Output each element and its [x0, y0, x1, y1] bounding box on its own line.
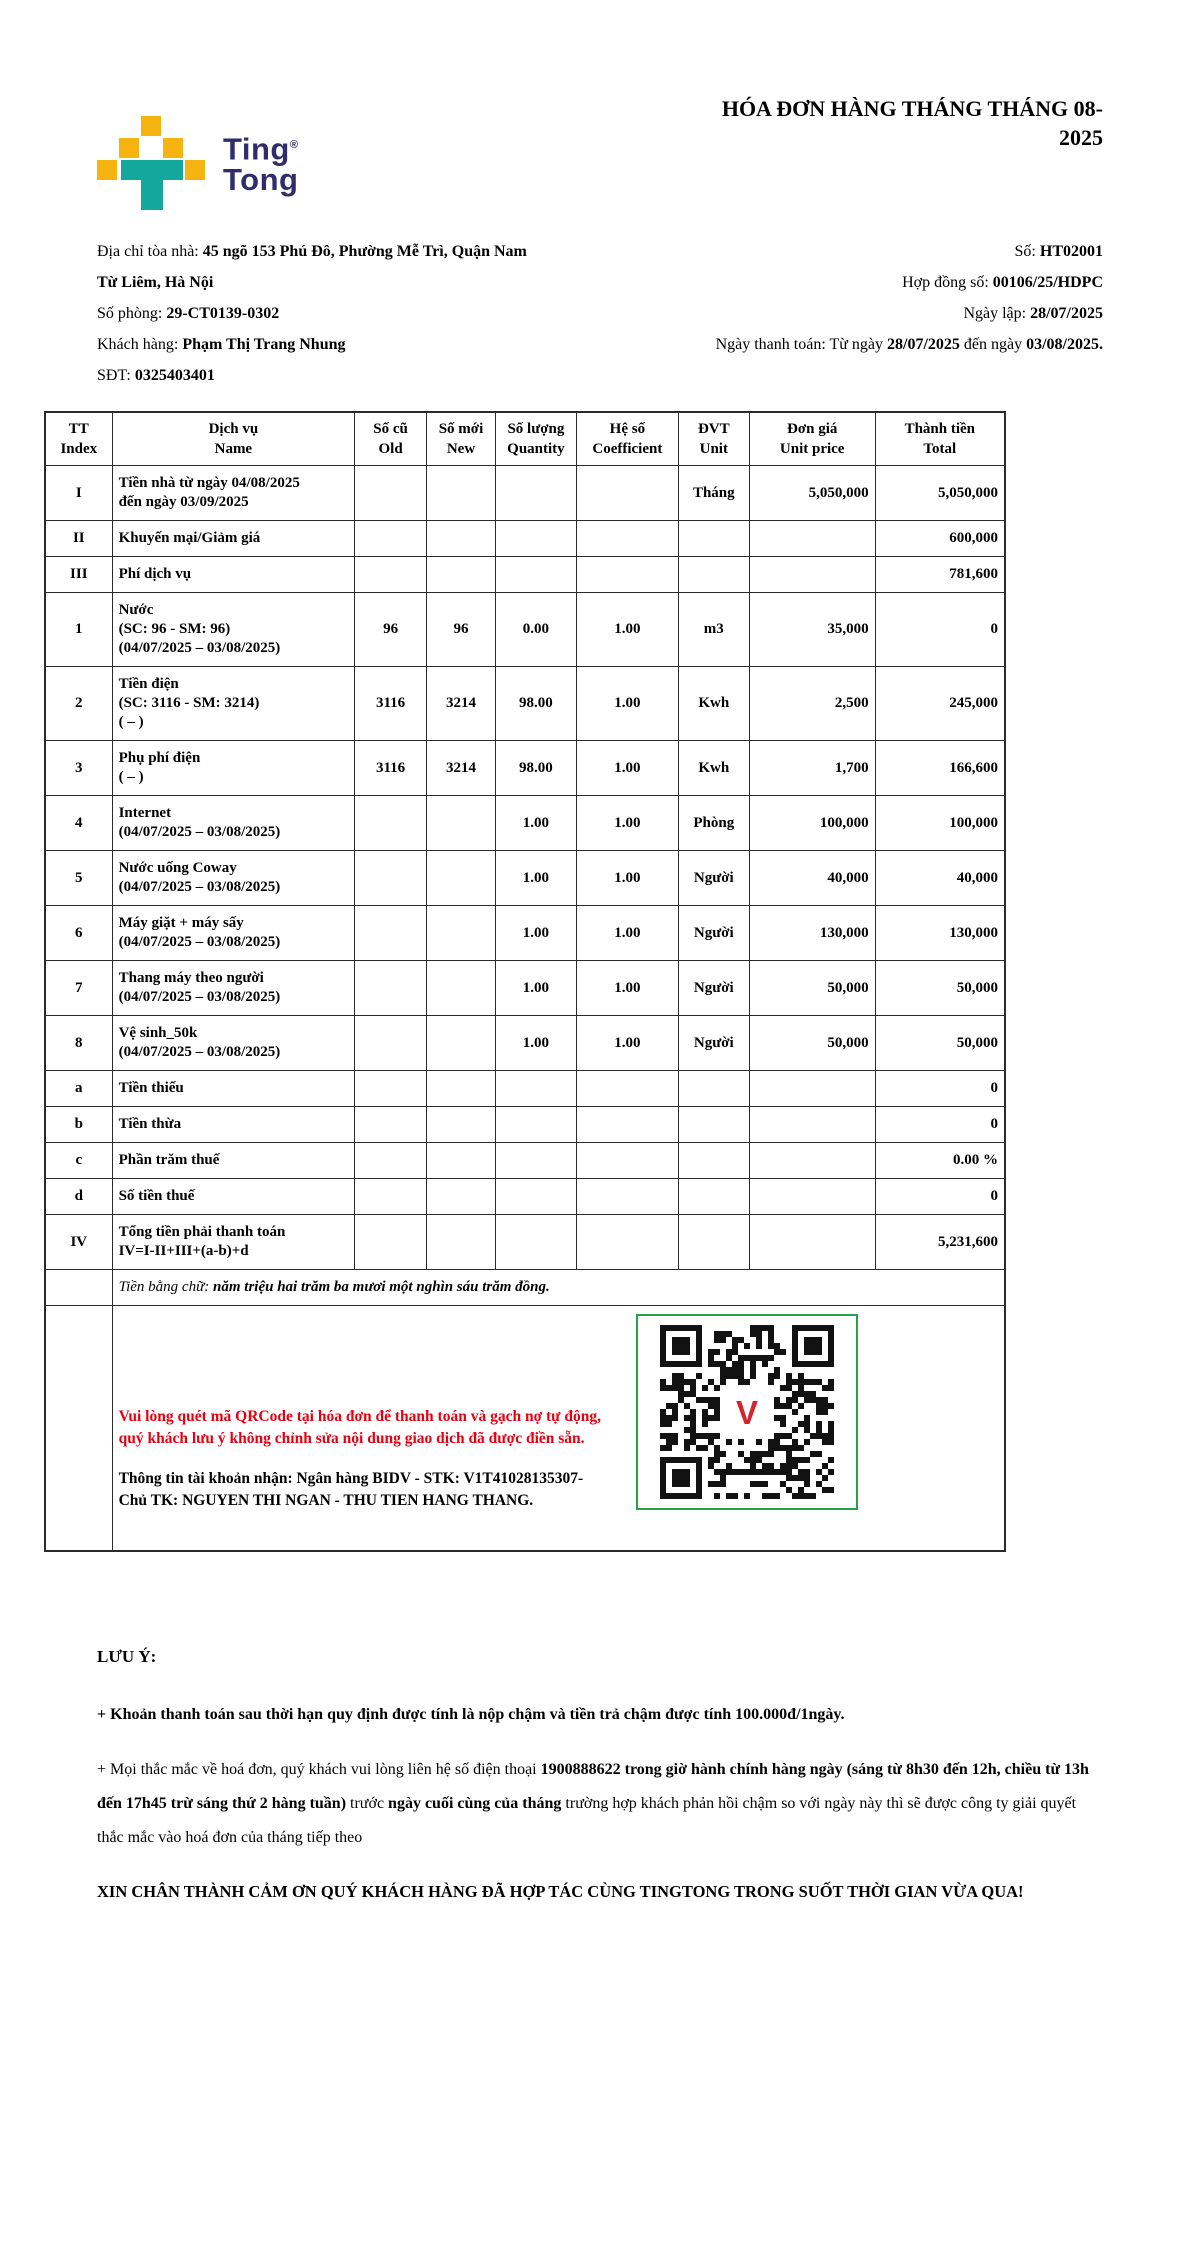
new-reading-cell [427, 1071, 496, 1107]
quantity-cell [495, 1071, 576, 1107]
quantity-cell: 1.00 [495, 1016, 576, 1071]
quantity-cell: 1.00 [495, 906, 576, 961]
quantity-cell [495, 466, 576, 521]
total-cell: 600,000 [875, 521, 1005, 557]
building-address-line2: Từ Liêm, Hà Nội [97, 274, 214, 291]
unit-cell [678, 1179, 749, 1215]
unit-price-cell: 5,050,000 [749, 466, 875, 521]
col-header-new: Số mới New [427, 412, 496, 466]
vietqr-logo-icon: V [724, 1389, 770, 1435]
payment-instructions [119, 1406, 611, 1512]
old-reading-cell [355, 906, 427, 961]
service-name-cell: Phụ phí điện ( – ) [112, 741, 355, 796]
invoice-header [97, 0, 1103, 212]
invoice-table-header [45, 412, 1005, 466]
unit-cell: Người [678, 961, 749, 1016]
thank-you-message: XIN CHÂN THÀNH CẢM ƠN QUÝ KHÁCH HÀNG ĐÃ HỢP TÁC CÙNG TINGTONG TRONG SUỐT THỜI GIAN VỪA QUA! [97, 1881, 1024, 1901]
old-reading-cell [355, 1143, 427, 1179]
unit-cell: Người [678, 906, 749, 961]
unit-price-cell: 100,000 [749, 796, 875, 851]
service-name-cell: Tiền điện (SC: 3116 - SM: 3214) ( – ) [112, 667, 355, 741]
unit-cell [678, 1107, 749, 1143]
quantity-cell: 1.00 [495, 796, 576, 851]
table-row [45, 1016, 1005, 1071]
index-cell: 4 [45, 796, 112, 851]
empty-index-cell [45, 1270, 112, 1306]
quantity-cell: 1.00 [495, 961, 576, 1016]
total-cell: 0 [875, 593, 1005, 667]
qr-payment-cell [112, 1306, 1005, 1551]
col-header-total: Thành tiền Total [875, 412, 1005, 466]
old-reading-cell: 3116 [355, 741, 427, 796]
coefficient-cell: 1.00 [576, 961, 678, 1016]
quantity-cell [495, 521, 576, 557]
new-reading-cell [427, 521, 496, 557]
issue-date: Ngày lập: 28/07/2025 [963, 305, 1103, 322]
service-name-cell: Phần trăm thuế [112, 1143, 355, 1179]
total-cell: 0 [875, 1179, 1005, 1215]
new-reading-cell [427, 1107, 496, 1143]
total-cell: 245,000 [875, 667, 1005, 741]
col-header-unit: ĐVT Unit [678, 412, 749, 466]
service-name-cell: Máy giặt + máy sấy (04/07/2025 – 03/08/2025) [112, 906, 355, 961]
payment-period: Ngày thanh toán: Từ ngày 28/07/2025 đến ngày 03/08/2025. [715, 336, 1103, 353]
old-reading-cell [355, 796, 427, 851]
old-reading-cell [355, 521, 427, 557]
contract-number: Hợp đồng số: 00106/25/HDPC [902, 274, 1103, 291]
amount-in-words-cell: Tiền bằng chữ: năm triệu hai trăm ba mươi một nghìn sáu trăm đồng. [112, 1270, 1005, 1306]
customer-phone: SĐT: 0325403401 [97, 367, 215, 384]
service-name-cell: Tiền nhà từ ngày 04/08/2025 đến ngày 03/09/2025 [112, 466, 355, 521]
table-row [45, 593, 1005, 667]
old-reading-cell [355, 1179, 427, 1215]
old-reading-cell [355, 851, 427, 906]
total-cell: 100,000 [875, 796, 1005, 851]
index-cell: III [45, 557, 112, 593]
table-row [45, 1071, 1005, 1107]
coefficient-cell [576, 1107, 678, 1143]
table-row [45, 1179, 1005, 1215]
unit-price-cell: 40,000 [749, 851, 875, 906]
total-cell: 130,000 [875, 906, 1005, 961]
old-reading-cell [355, 1071, 427, 1107]
col-header-name: Dịch vụ Name [112, 412, 355, 466]
coefficient-cell: 1.00 [576, 796, 678, 851]
total-cell: 0.00 % [875, 1143, 1005, 1179]
index-cell: 8 [45, 1016, 112, 1071]
table-row [45, 1215, 1005, 1270]
service-name-cell: Số tiền thuế [112, 1179, 355, 1215]
invoice-table [44, 411, 1006, 1552]
unit-cell [678, 521, 749, 557]
col-header-coefficient: Hệ số Coefficient [576, 412, 678, 466]
coefficient-cell: 1.00 [576, 851, 678, 906]
old-reading-cell [355, 1016, 427, 1071]
new-reading-cell [427, 906, 496, 961]
quantity-cell [495, 1143, 576, 1179]
old-reading-cell: 96 [355, 593, 427, 667]
total-cell: 50,000 [875, 1016, 1005, 1071]
coefficient-cell: 1.00 [576, 593, 678, 667]
new-reading-cell [427, 851, 496, 906]
service-name-cell: Nước (SC: 96 - SM: 96) (04/07/2025 – 03/08/2025) [112, 593, 355, 667]
qr-code [660, 1325, 834, 1499]
coefficient-cell: 1.00 [576, 741, 678, 796]
coefficient-cell [576, 1071, 678, 1107]
index-cell: b [45, 1107, 112, 1143]
unit-price-cell [749, 1143, 875, 1179]
service-name-cell: Nước uống Coway (04/07/2025 – 03/08/2025) [112, 851, 355, 906]
col-header-old: Số cũ Old [355, 412, 427, 466]
service-name-cell: Vệ sinh_50k (04/07/2025 – 03/08/2025) [112, 1016, 355, 1071]
total-cell: 0 [875, 1071, 1005, 1107]
service-name-cell: Khuyến mại/Giảm giá [112, 521, 355, 557]
qr-payment-row [45, 1306, 1005, 1551]
coefficient-cell [576, 557, 678, 593]
invoice-info [97, 236, 1103, 391]
index-cell: 1 [45, 593, 112, 667]
index-cell: 3 [45, 741, 112, 796]
unit-price-cell: 130,000 [749, 906, 875, 961]
room-number: Số phòng: 29-CT0139-0302 [97, 305, 280, 322]
new-reading-cell [427, 1179, 496, 1215]
total-cell: 166,600 [875, 741, 1005, 796]
quantity-cell: 1.00 [495, 851, 576, 906]
unit-cell [678, 557, 749, 593]
table-row [45, 557, 1005, 593]
service-name-cell: Tổng tiền phải thanh toán IV=I-II+III+(a-b)+d [112, 1215, 355, 1270]
table-row [45, 466, 1005, 521]
amount-in-words-row [45, 1270, 1005, 1306]
invoice-number: Số: HT02001 [1014, 243, 1103, 260]
old-reading-cell [355, 1107, 427, 1143]
quantity-cell [495, 1215, 576, 1270]
index-cell: IV [45, 1215, 112, 1270]
service-name-cell: Thang máy theo người (04/07/2025 – 03/08/2025) [112, 961, 355, 1016]
total-cell: 50,000 [875, 961, 1005, 1016]
unit-price-cell [749, 1215, 875, 1270]
unit-cell: Phòng [678, 796, 749, 851]
unit-price-cell: 2,500 [749, 667, 875, 741]
coefficient-cell [576, 1179, 678, 1215]
unit-price-cell: 1,700 [749, 741, 875, 796]
new-reading-cell: 3214 [427, 741, 496, 796]
table-row [45, 521, 1005, 557]
unit-price-cell [749, 1107, 875, 1143]
table-row [45, 1143, 1005, 1179]
col-header-index: TT Index [45, 412, 112, 466]
unit-cell: Kwh [678, 741, 749, 796]
old-reading-cell [355, 961, 427, 1016]
new-reading-cell [427, 961, 496, 1016]
col-header-quantity: Số lượng Quantity [495, 412, 576, 466]
service-name-cell: Tiền thừa [112, 1107, 355, 1143]
old-reading-cell [355, 466, 427, 521]
unit-price-cell [749, 557, 875, 593]
unit-cell [678, 1071, 749, 1107]
index-cell: d [45, 1179, 112, 1215]
new-reading-cell [427, 1215, 496, 1270]
coefficient-cell [576, 466, 678, 521]
tingtong-logo-text: Ting® Tong [223, 131, 299, 198]
coefficient-cell [576, 1215, 678, 1270]
total-cell: 0 [875, 1107, 1005, 1143]
table-row [45, 667, 1005, 741]
qr-finder-icon [792, 1325, 834, 1367]
unit-price-cell [749, 1071, 875, 1107]
qr-finder-icon [660, 1325, 702, 1367]
invoice-table-body [45, 466, 1005, 1270]
index-cell: a [45, 1071, 112, 1107]
total-cell: 5,231,600 [875, 1215, 1005, 1270]
total-cell: 40,000 [875, 851, 1005, 906]
qr-scan-note: Vui lòng quét mã QRCode tại hóa đơn để thanh toán và gạch nợ tự động, quý khách lưu ý không chỉnh sửa nội dung giao dịch đã được điền sẵn. [118, 1408, 601, 1447]
unit-cell: Kwh [678, 667, 749, 741]
coefficient-cell [576, 1143, 678, 1179]
old-reading-cell [355, 1215, 427, 1270]
new-reading-cell [427, 557, 496, 593]
invoice-title: HÓA ĐƠN HÀNG THÁNG THÁNG 08-2025 [721, 96, 1103, 150]
unit-price-cell [749, 1179, 875, 1215]
unit-cell: Tháng [678, 466, 749, 521]
coefficient-cell [576, 521, 678, 557]
new-reading-cell [427, 1016, 496, 1071]
new-reading-cell: 96 [427, 593, 496, 667]
table-row [45, 961, 1005, 1016]
qr-finder-icon [660, 1457, 702, 1499]
building-address-line1: Địa chỉ tòa nhà: 45 ngõ 153 Phú Đô, Phường Mễ Trì, Quận Nam [97, 243, 527, 260]
index-cell: I [45, 466, 112, 521]
coefficient-cell: 1.00 [576, 906, 678, 961]
notes-heading: LƯU Ý: [97, 1646, 157, 1666]
table-row [45, 906, 1005, 961]
total-cell: 781,600 [875, 557, 1005, 593]
quantity-cell [495, 1107, 576, 1143]
invoice-meta [716, 236, 1103, 391]
table-row [45, 796, 1005, 851]
unit-cell [678, 1143, 749, 1179]
old-reading-cell [355, 557, 427, 593]
unit-price-cell: 50,000 [749, 1016, 875, 1071]
hotline-note: + Mọi thắc mắc về hoá đơn, quý khách vui lòng liên hệ số điện thoại 1900888622 trong giờ hành chính hàng ngày (sáng từ 8h30 đến 12h, chiều từ 13h đến 17h45 trừ sáng thứ 2 hàng tuần) trước ngày cuối cùng của tháng trường hợp khách phản hồi chậm so với ngày này thì sẽ được công ty giải quyết thắc mắc vào hoá đơn của tháng tiếp theo [97, 1760, 1089, 1846]
quantity-cell: 98.00 [495, 741, 576, 796]
total-cell: 5,050,000 [875, 466, 1005, 521]
late-payment-note: + Khoản thanh toán sau thời hạn quy định được tính là nộp chậm và tiền trả chậm được tính 100.000đ/1ngày. [97, 1705, 845, 1723]
index-cell: 5 [45, 851, 112, 906]
notes-section [97, 1647, 1103, 1909]
new-reading-cell [427, 466, 496, 521]
index-cell: 6 [45, 906, 112, 961]
old-reading-cell: 3116 [355, 667, 427, 741]
unit-cell: Người [678, 851, 749, 906]
unit-price-cell: 35,000 [749, 593, 875, 667]
quantity-cell: 98.00 [495, 667, 576, 741]
table-row [45, 851, 1005, 906]
unit-price-cell: 50,000 [749, 961, 875, 1016]
service-name-cell: Internet (04/07/2025 – 03/08/2025) [112, 796, 355, 851]
quantity-cell [495, 1179, 576, 1215]
service-name-cell: Tiền thiếu [112, 1071, 355, 1107]
service-name-cell: Phí dịch vụ [112, 557, 355, 593]
table-row [45, 1107, 1005, 1143]
new-reading-cell [427, 796, 496, 851]
registered-mark: ® [289, 139, 299, 151]
index-cell: II [45, 521, 112, 557]
index-cell: 7 [45, 961, 112, 1016]
unit-price-cell [749, 521, 875, 557]
quantity-cell: 0.00 [495, 593, 576, 667]
new-reading-cell: 3214 [427, 667, 496, 741]
new-reading-cell [427, 1143, 496, 1179]
customer-info [97, 236, 527, 391]
coefficient-cell: 1.00 [576, 1016, 678, 1071]
unit-cell: Người [678, 1016, 749, 1071]
customer-name: Khách hàng: Phạm Thị Trang Nhung [97, 336, 346, 353]
unit-cell [678, 1215, 749, 1270]
tingtong-logo-icon [97, 116, 207, 212]
unit-cell: m3 [678, 593, 749, 667]
empty-index-cell [45, 1306, 112, 1551]
table-row [45, 741, 1005, 796]
index-cell: 2 [45, 667, 112, 741]
bank-account-info: Thông tin tài khoản nhận: Ngân hàng BIDV - STK: V1T41028135307- Chủ TK: NGUYEN THI NGAN - THU TIEN HANG THANG. [118, 1470, 584, 1509]
qr-code-frame [636, 1314, 858, 1510]
col-header-unit-price: Đơn giá Unit price [749, 412, 875, 466]
index-cell: c [45, 1143, 112, 1179]
coefficient-cell: 1.00 [576, 667, 678, 741]
quantity-cell [495, 557, 576, 593]
tingtong-logo [97, 116, 298, 212]
